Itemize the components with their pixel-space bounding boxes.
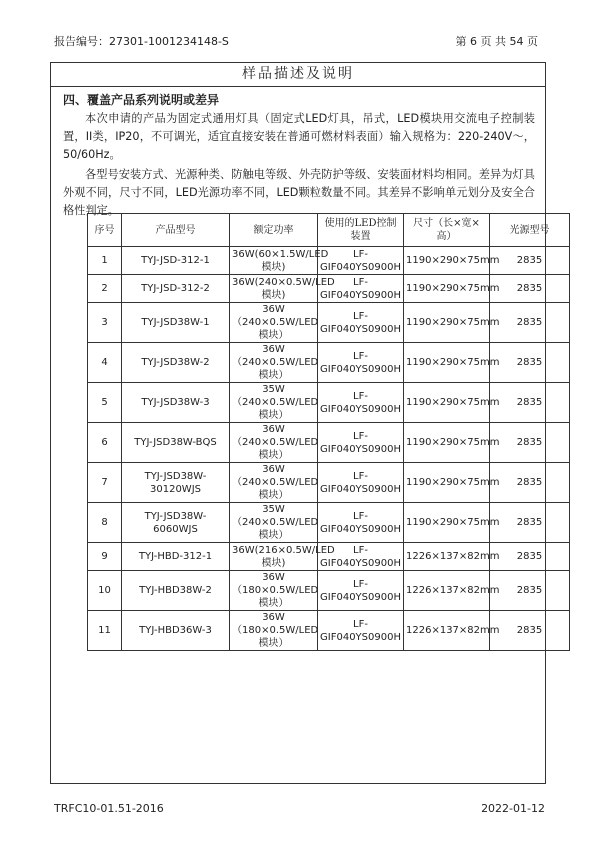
document-code: TRFC10-01.51-2016 [54, 802, 164, 815]
table-header-row [88, 214, 570, 247]
header-power: 额定功率 [230, 214, 318, 247]
cell-power: 36W(216×0.5W/LED模块) [230, 543, 318, 571]
cell-size: 1190×290×75mm [404, 463, 490, 503]
cell-driver: LF-GIF040YS0900H [318, 463, 404, 503]
table-row [88, 423, 570, 463]
cell-size: 1226×137×82mm [404, 543, 490, 571]
cell-index: 11 [88, 611, 122, 651]
cell-driver: LF-GIF040YS0900H [318, 343, 404, 383]
cell-light-source: 2835 [490, 343, 570, 383]
cell-index: 3 [88, 303, 122, 343]
paragraph-application: 本次申请的产品为固定式通用灯具（固定式LED灯具，吊式，LED模块用交流电子控制装置，II类，IP20，不可调光，适宜直接安装在普通可燃材料表面）输入规格为：220-240V～，50/60Hz。 [63, 112, 535, 161]
header-light-source: 光源型号 [490, 214, 570, 247]
cell-light-source: 2835 [490, 543, 570, 571]
cell-index: 4 [88, 343, 122, 383]
cell-power: 36W（240×0.5W/LED模块） [230, 423, 318, 463]
page-indicator: 第 6 页 共 54 页 [455, 35, 538, 48]
cell-light-source: 2835 [490, 275, 570, 303]
cell-light-source: 2835 [490, 503, 570, 543]
header-driver: 使用的LED控制装置 [318, 214, 404, 247]
table-row [88, 503, 570, 543]
cell-index: 5 [88, 383, 122, 423]
report-number: 报告编号：27301-1001234148-S [54, 35, 229, 48]
cell-size: 1190×290×75mm [404, 275, 490, 303]
cell-model: TYJ-JSD38W-2 [122, 343, 230, 383]
cell-power: 36W（180×0.5W/LED模块） [230, 571, 318, 611]
cell-driver: LF-GIF040YS0900H [318, 611, 404, 651]
cell-driver: LF-GIF040YS0900H [318, 383, 404, 423]
table-row [88, 571, 570, 611]
cell-driver: LF-GIF040YS0900H [318, 275, 404, 303]
cell-power: 35W（240×0.5W/LED模块） [230, 383, 318, 423]
cell-light-source: 2835 [490, 423, 570, 463]
cell-size: 1190×290×75mm [404, 383, 490, 423]
cell-model: TYJ-HBD36W-3 [122, 611, 230, 651]
cell-size: 1190×290×75mm [404, 343, 490, 383]
header-size: 尺寸（长×宽×高） [404, 214, 490, 247]
product-table [87, 213, 570, 651]
cell-power: 36W（180×0.5W/LED模块） [230, 611, 318, 651]
cell-power: 36W（240×0.5W/LED模块） [230, 343, 318, 383]
cell-light-source: 2835 [490, 611, 570, 651]
cell-index: 6 [88, 423, 122, 463]
table-row [88, 247, 570, 275]
cell-model: TYJ-JSD38W-1 [122, 303, 230, 343]
cell-driver: LF-GIF040YS0900H [318, 247, 404, 275]
cell-index: 7 [88, 463, 122, 503]
table-row [88, 343, 570, 383]
frame-title: 样品描述及说明 [51, 63, 545, 87]
cell-index: 9 [88, 543, 122, 571]
cell-driver: LF-GIF040YS0900H [318, 503, 404, 543]
cell-light-source: 2835 [490, 463, 570, 503]
table-row [88, 543, 570, 571]
cell-light-source: 2835 [490, 247, 570, 275]
cell-model: TYJ-JSD-312-1 [122, 247, 230, 275]
header-model: 产品型号 [122, 214, 230, 247]
cell-light-source: 2835 [490, 571, 570, 611]
cell-index: 10 [88, 571, 122, 611]
cell-index: 1 [88, 247, 122, 275]
cell-model: TYJ-JSD38W-6060WJS [122, 503, 230, 543]
table-row [88, 463, 570, 503]
cell-power: 36W(60×1.5W/LED模块) [230, 247, 318, 275]
cell-size: 1190×290×75mm [404, 503, 490, 543]
cell-size: 1190×290×75mm [404, 303, 490, 343]
table-row [88, 383, 570, 423]
cell-driver: LF-GIF040YS0900H [318, 543, 404, 571]
cell-driver: LF-GIF040YS0900H [318, 303, 404, 343]
cell-size: 1226×137×82mm [404, 571, 490, 611]
paragraph-differences: 各型号安装方式、光源种类、防触电等级、外壳防护等级、安装面材料均相同。差异为灯具外观不同，尺寸不同，LED光源功率不同，LED颗粒数量不同。其差异不影响单元划分及安全合格性判定。 [63, 168, 535, 217]
cell-model: TYJ-JSD38W-30120WJS [122, 463, 230, 503]
cell-model: TYJ-HBD38W-2 [122, 571, 230, 611]
section-title: 四、覆盖产品系列说明或差异 [63, 93, 220, 107]
cell-power: 36W（240×0.5W/LED模块） [230, 303, 318, 343]
cell-model: TYJ-HBD-312-1 [122, 543, 230, 571]
cell-power: 35W（240×0.5W/LED模块） [230, 503, 318, 543]
table-row [88, 275, 570, 303]
cell-model: TYJ-JSD38W-BQS [122, 423, 230, 463]
cell-size: 1226×137×82mm [404, 611, 490, 651]
cell-power: 36W(240×0.5W/LED模块) [230, 275, 318, 303]
cell-model: TYJ-JSD38W-3 [122, 383, 230, 423]
cell-size: 1190×290×75mm [404, 423, 490, 463]
cell-driver: LF-GIF040YS0900H [318, 423, 404, 463]
cell-model: TYJ-JSD-312-2 [122, 275, 230, 303]
table-row [88, 303, 570, 343]
table-row [88, 611, 570, 651]
sample-description-frame [50, 62, 550, 784]
cell-power: 36W（240×0.5W/LED模块） [230, 463, 318, 503]
cell-driver: LF-GIF040YS0900H [318, 571, 404, 611]
cell-index: 8 [88, 503, 122, 543]
cell-size: 1190×290×75mm [404, 247, 490, 275]
cell-index: 2 [88, 275, 122, 303]
header-index: 序号 [88, 214, 122, 247]
cell-light-source: 2835 [490, 303, 570, 343]
cell-light-source: 2835 [490, 383, 570, 423]
issue-date: 2022-01-12 [481, 802, 545, 815]
